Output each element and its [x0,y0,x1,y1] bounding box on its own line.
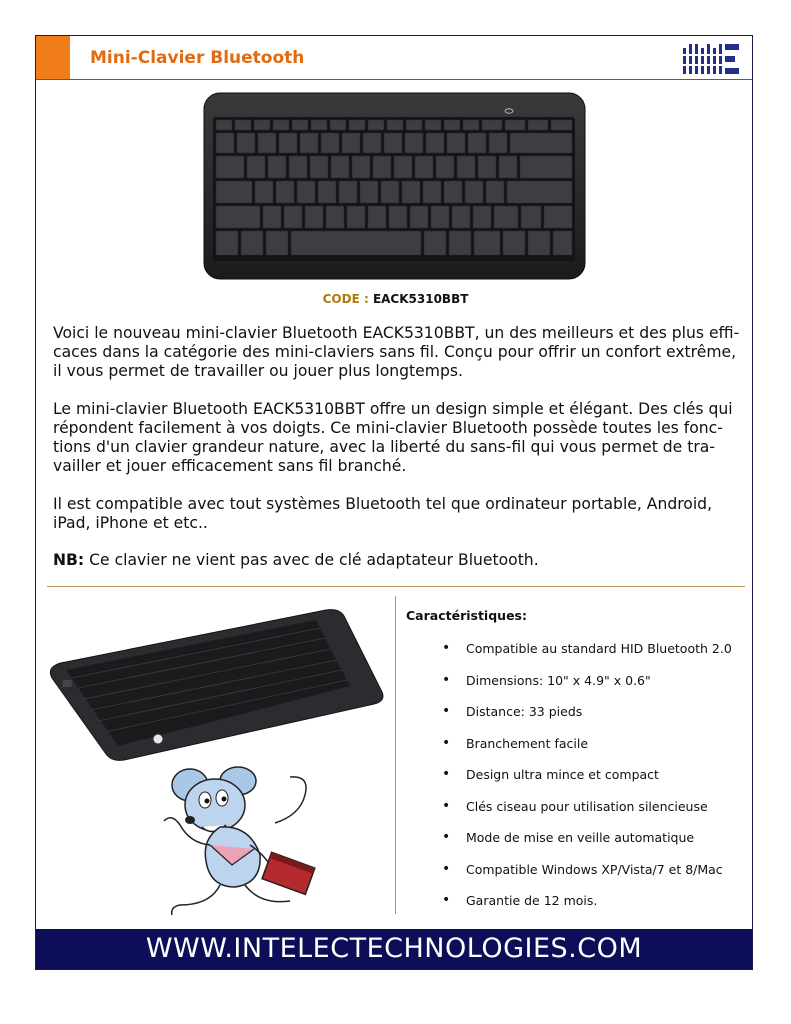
feature-item: • Branchement facile [406,736,756,768]
features-list [406,641,756,925]
website-link[interactable]: WWW.INTELECTECHNOLOGIES.COM [145,933,643,964]
feature-item: • Compatible Windows XP/Vista/7 et 8/Mac [406,862,756,894]
footer-bar [36,929,752,969]
column-divider [395,596,396,914]
feature-item: • Garantie de 12 mois. [406,893,756,925]
features-panel [406,608,756,925]
page-title: Mini-Clavier Bluetooth [90,48,305,68]
header-accent [36,36,70,79]
feature-item: • Mode de mise en veille automatique [406,830,756,862]
note-paragraph [53,551,743,570]
compatibility-paragraph: Il est compatible avec tout systèmes Bluetooth tel que ordinateur portable, Android, iPad, iPhone et etc.. [53,495,713,532]
feature-item: • Distance: 33 pieds [406,704,756,736]
design-paragraph: Le mini-clavier Bluetooth EACK5310BBT offre un design simple et élégant. Des clés qui répondent facilement à vos doigts. Ce mini-clavier Bluetooth possède toutes les fonc-tions d'un clavier grandeur nature, avec la liberté du sans-fil qui vous permet de tra-vailler et jouer efficacement sans fil branché. [53,400,733,475]
product-code [0,292,791,306]
code-label: CODE : [322,292,369,306]
feature-item: • Compatible au standard HID Bluetooth 2.0 [406,641,756,673]
code-value: EACK5310BBT [372,292,469,306]
features-title: Caractéristiques: [406,608,527,623]
intelec-logo-icon [681,42,741,76]
feature-item: • Dimensions: 10" x 4.9" x 0.6" [406,673,756,705]
mouse-mascot-icon [150,765,330,925]
section-divider [47,586,745,587]
note-label: NB: [53,551,85,569]
keyboard-photo-icon [203,92,586,280]
intro-paragraph: Voici le nouveau mini-clavier Bluetooth EACK5310BBT, un des meilleurs et des plus effi-caces dans la catégorie des mini-claviers sans fil. Conçu pour offrir un confort extrême, il vous permet de travailler ou jouer plus longtemps. [53,324,740,380]
keyboard-angle-photo-icon [44,604,389,769]
note-text: Ce clavier ne vient pas avec de clé adaptateur Bluetooth. [84,551,539,569]
feature-item: • Design ultra mince et compact [406,767,756,799]
header-bar [36,36,752,80]
feature-item: • Clés ciseau pour utilisation silencieuse [406,799,756,831]
